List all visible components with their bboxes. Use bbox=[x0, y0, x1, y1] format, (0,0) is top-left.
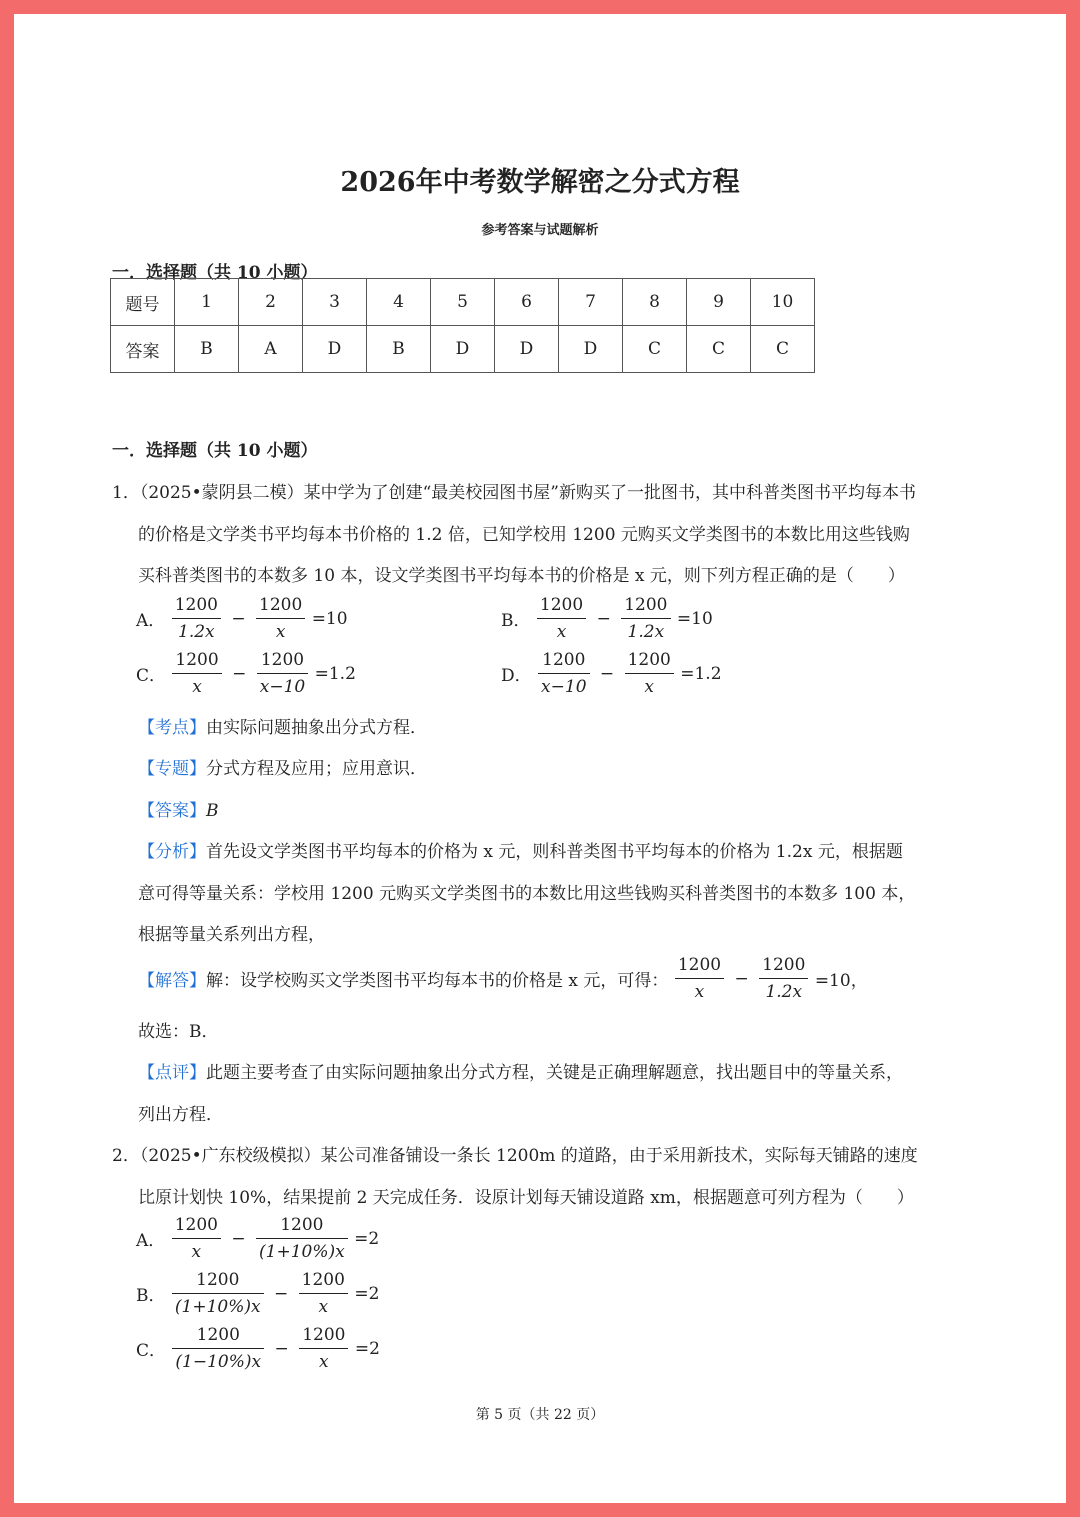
page-subtitle: 参考答案与试题解析 bbox=[481, 223, 599, 238]
q1-answer: 【答案】B bbox=[138, 801, 219, 821]
fraction: $\frac{1200}{x-10}$ bbox=[257, 649, 308, 698]
q2-stem-line: 比原计划快 10%，结果提前 2 天完成任务．设原计划每天铺设道路 xm，根据题意可列方程为（ ） bbox=[138, 1188, 914, 1208]
q2-option-c: C． $\frac{1200}{(1-10\%)x}$ − $\frac{1200}{x}$ =2 bbox=[136, 1325, 380, 1372]
q1-option-d: D． $\frac{1200}{x-10}$ − $\frac{1200}{x}$ =1.2 bbox=[501, 650, 722, 697]
table-cell: 3 bbox=[303, 279, 367, 326]
table-cell: C bbox=[751, 326, 815, 373]
fenxi-tag: 【分析】 bbox=[138, 842, 206, 862]
fraction: $\frac{1200}{(1-10\%)x}$ bbox=[172, 1324, 264, 1373]
table-cell: A bbox=[239, 326, 303, 373]
table-cell: B bbox=[175, 326, 239, 373]
q1-comment-line: 【点评】此题主要考查了由实际问题抽象出分式方程，关键是正确理解题意，找出题目中的等量关系， bbox=[138, 1063, 903, 1083]
q1-stem-line: 1．（2025•蒙阴县二模）某中学为了创建“最美校园图书屋”新购买了一批图书，其中科普类图书平均每本书 bbox=[112, 483, 916, 503]
fraction: $\frac{1200}{x-10}$ bbox=[538, 649, 589, 698]
option-label: A． bbox=[136, 1231, 166, 1251]
table-cell: 6 bbox=[495, 279, 559, 326]
option-label: C． bbox=[136, 666, 167, 686]
table-cell: 8 bbox=[623, 279, 687, 326]
q1-choice: 故选：B． bbox=[138, 1022, 219, 1042]
q2-stem-line: 2．（2025•广东校级模拟）某公司准备铺设一条长 1200m 的道路，由于采用新技术，实际每天铺路的速度 bbox=[112, 1146, 918, 1166]
q1-solution: 【解答】解：设学校购买文学类图书平均每本书的价格是 x 元，可得： $\frac{1200}{x}$ − $\frac{1200}{1.2x}$ =10， bbox=[138, 955, 868, 1002]
table-cell: 2 bbox=[239, 279, 303, 326]
kaodian-tag: 【考点】 bbox=[138, 718, 206, 738]
table-cell: C bbox=[687, 326, 751, 373]
fraction: $\frac{1200}{(1+10\%)x}$ bbox=[172, 1269, 264, 1318]
table-cell: 1 bbox=[175, 279, 239, 326]
section-heading: 一．选择题（共 10 小题） bbox=[112, 263, 318, 283]
q1-stem-line: 买科普类图书的本数多 10 本，设文学类图书平均每本书的价格是 x 元，则下列方程正确的是（ ） bbox=[138, 566, 905, 586]
option-label: A． bbox=[136, 611, 166, 631]
q1-zhuanti: 【专题】分式方程及应用；应用意识． bbox=[138, 759, 427, 779]
page-footer: 第 5 页（共 22 页） bbox=[475, 1407, 605, 1423]
fraction: $\frac{1200}{1.2x}$ bbox=[759, 954, 808, 1003]
table-cell: B bbox=[367, 326, 431, 373]
zhuanti-tag: 【专题】 bbox=[138, 759, 206, 779]
answer-table bbox=[110, 278, 815, 373]
fraction: $\frac{1200}{x}$ bbox=[675, 954, 724, 1003]
fraction: $\frac{1200}{x}$ bbox=[625, 649, 674, 698]
table-row-label: 题号 bbox=[111, 279, 175, 326]
table-row-label: 答案 bbox=[111, 326, 175, 373]
fraction: $\frac{1200}{x}$ bbox=[299, 1269, 348, 1318]
q1-analysis-line: 【分析】首先设文学类图书平均每本的价格为 x 元，则科普类图书平均每本的价格为 1.2x 元，根据题 bbox=[138, 842, 903, 862]
table-cell: 10 bbox=[751, 279, 815, 326]
page-title: 2026年中考数学解密之分式方程 bbox=[340, 167, 740, 198]
fraction: $\frac{1200}{x}$ bbox=[172, 649, 221, 698]
table-cell: 5 bbox=[431, 279, 495, 326]
fraction: $\frac{1200}{1.2x}$ bbox=[172, 594, 221, 643]
table-cell: D bbox=[431, 326, 495, 373]
q1-option-a: A． $\frac{1200}{1.2x}$ − $\frac{1200}{x}$ =10 bbox=[136, 595, 348, 642]
option-label: B． bbox=[136, 1286, 166, 1306]
daan-tag: 【答案】 bbox=[138, 801, 206, 821]
q2-option-b: B． $\frac{1200}{(1+10\%)x}$ − $\frac{1200}{x}$ =2 bbox=[136, 1270, 380, 1317]
fraction: $\frac{1200}{x}$ bbox=[299, 1324, 348, 1373]
table-cell: D bbox=[495, 326, 559, 373]
table-row bbox=[111, 279, 815, 326]
q1-comment-line: 列出方程． bbox=[138, 1105, 223, 1125]
fraction: $\frac{1200}{x}$ bbox=[172, 1214, 221, 1263]
fraction: $\frac{1200}{x}$ bbox=[256, 594, 305, 643]
document-page bbox=[14, 14, 1066, 1503]
table-cell: C bbox=[623, 326, 687, 373]
fraction: $\frac{1200}{x}$ bbox=[537, 594, 586, 643]
jieda-tag: 【解答】 bbox=[138, 971, 206, 991]
q2-option-a: A． $\frac{1200}{x}$ − $\frac{1200}{(1+10\%)x}$ =2 bbox=[136, 1215, 380, 1262]
q1-option-b: B． $\frac{1200}{x}$ − $\frac{1200}{1.2x}$ =10 bbox=[501, 595, 713, 642]
option-label: C． bbox=[136, 1341, 167, 1361]
fraction: $\frac{1200}{(1+10\%)x}$ bbox=[256, 1214, 348, 1263]
table-cell: 7 bbox=[559, 279, 623, 326]
table-cell: D bbox=[559, 326, 623, 373]
section-heading: 一．选择题（共 10 小题） bbox=[112, 441, 318, 461]
table-cell: D bbox=[303, 326, 367, 373]
dianping-tag: 【点评】 bbox=[138, 1063, 206, 1083]
table-cell: 9 bbox=[687, 279, 751, 326]
table-row bbox=[111, 326, 815, 373]
option-label: D． bbox=[501, 666, 532, 686]
q1-analysis-line: 根据等量关系列出方程， bbox=[138, 925, 325, 945]
fraction: $\frac{1200}{1.2x}$ bbox=[621, 594, 670, 643]
option-label: B． bbox=[501, 611, 531, 631]
q1-stem-line: 的价格是文学类书平均每本书价格的 1.2 倍，已知学校用 1200 元购买文学类图书的本数比用这些钱购 bbox=[138, 525, 910, 545]
q1-option-c: C． $\frac{1200}{x}$ − $\frac{1200}{x-10}$ =1.2 bbox=[136, 650, 356, 697]
q1-kaodian: 【考点】由实际问题抽象出分式方程． bbox=[138, 718, 427, 738]
table-cell: 4 bbox=[367, 279, 431, 326]
q1-analysis-line: 意可得等量关系：学校用 1200 元购买文学类图书的本数比用这些钱购买科普类图书的本数多 100 本， bbox=[138, 884, 916, 904]
